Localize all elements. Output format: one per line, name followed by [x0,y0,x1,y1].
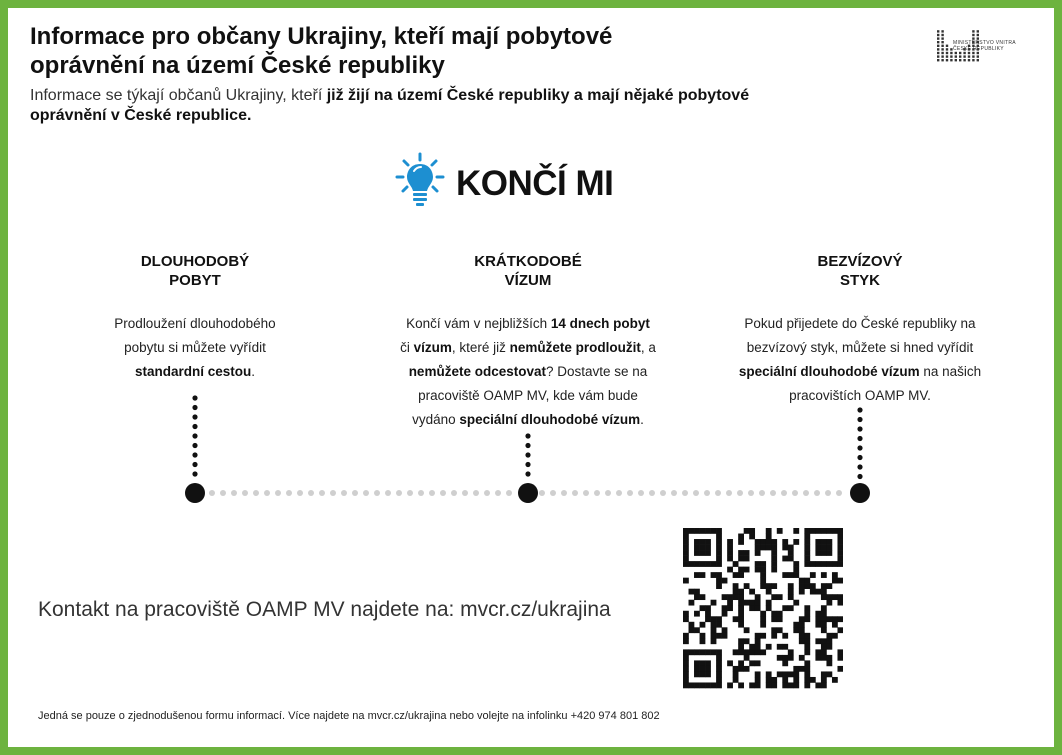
page-title-line-2: oprávnění na území České republiky [30,52,445,79]
column-title: DLOUHODOBÝ POBYT [140,253,250,289]
column-body: Prodloužení dlouhodobého pobytu si můžete vyřídit standardní cestou. [114,316,276,379]
contact-text: Kontakt na pracoviště OAMP MV najdete na: mvcr.cz/ukrajina [38,598,611,621]
lightbulb-icon [392,150,448,210]
column-body: Pokud přijedete do České republiky na bezvízový styk, můžete si hned vyřídit speciální dlouhodobé vízum na našich pracovištích OAMP MV. [738,316,982,403]
page-title [30,22,730,80]
qr-code-icon[interactable] [683,528,843,690]
heading-text: KONČÍ MI [456,164,614,203]
footnote: Jedná se pouze o zjednodušenou formu informací. Více najdete na mvcr.cz/ukrajina nebo volejte na infolinku +420 974 801 802 [38,710,660,722]
ministry-logo-text: MINISTERSTVO VNITRA ČESKÉ REPUBLIKY [953,40,1016,52]
column-visa-free [710,252,1010,408]
page-subtitle [30,86,750,126]
column-title: BEZVÍZOVÝ STYK [817,253,903,289]
column-long-term-stay [80,252,310,384]
section-heading [392,150,692,210]
page-title-line-1: Informace pro občany Ukrajiny, kteří mají pobytové [30,23,613,50]
column-short-term-visa [378,252,678,432]
column-title: KRÁTKODOBÉ VÍZUM [474,253,582,289]
column-body: Končí vám v nejbližších 14 dnech pobyt či vízum, které již nemůžete prodloužit, a nemůžete odcestovat? Dostavte se na pracoviště OAMP MV, kde vám bude vydáno speciální dlouhodobé vízum. [400,316,656,427]
subtitle-bold: již žijí na území České republiky a mají nějaké pobytové oprávnění v České republice. [30,87,750,124]
subtitle-plain: Informace se týkají občanů Ukrajiny, kteří [30,87,327,104]
